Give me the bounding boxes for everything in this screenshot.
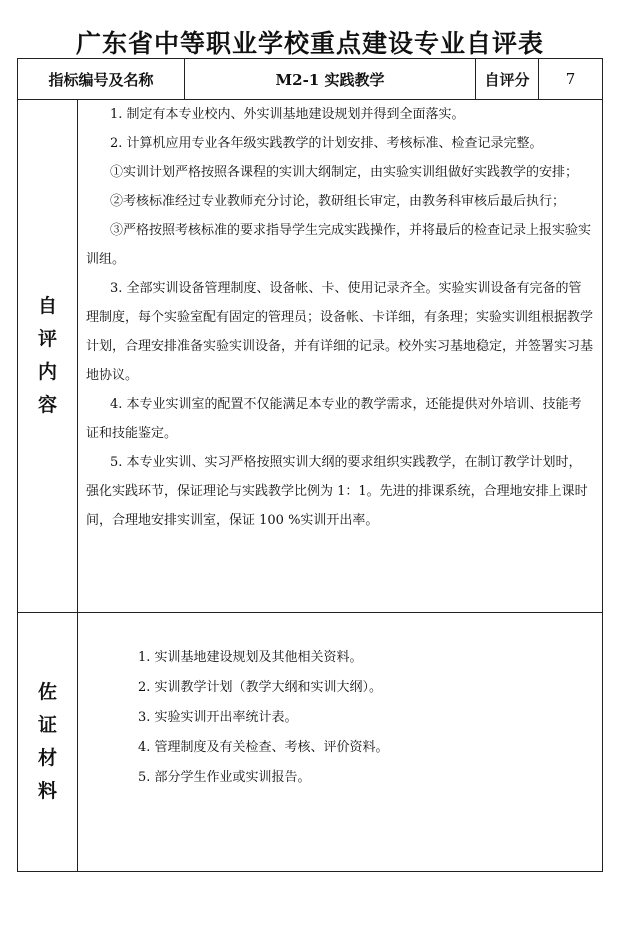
self-eval-paragraph: 5. 本专业实训、实习严格按照实训大纲的要求组织实践教学，在制订教学计划时，强化实践环节，保证理论与实践教学比例为 1：1。先进的排课系统，合理地安排上课时间，合理地安排实训室，保证 100 %实训开出率。	[86, 455, 588, 528]
self-eval-paragraph: 3. 全部实训设备管理制度、设备帐、卡、使用记录齐全。实验实训设备有完备的管理制度，每个实验室配有固定的管理员；设备帐、卡详细，有条理；实验实训组根据教学计划，合理安排准备实验实训设备，并有详细的记录。校外实习基地稳定，并签署实习基地协议。	[86, 281, 594, 383]
score-value: 7	[539, 59, 603, 100]
materials-item: 3. 实验实训开出率统计表。	[138, 710, 298, 725]
self-eval-label-char: 内	[37, 361, 57, 383]
materials-content	[78, 613, 603, 872]
evaluation-table	[17, 58, 603, 872]
materials-item: 4. 管理制度及有关检查、考核、评价资料。	[138, 740, 389, 755]
self-eval-paragraph: 1. 制定有本专业校内、外实训基地建设规划并得到全面落实。	[110, 107, 465, 122]
self-eval-paragraph: ②考核标准经过专业教师充分讨论，教研组长审定，由教务科审核后最后执行；	[110, 194, 566, 209]
materials-item: 1. 实训基地建设规划及其他相关资料。	[138, 650, 363, 665]
self-eval-label	[18, 100, 78, 613]
self-eval-label-char: 评	[37, 328, 57, 350]
materials-label-char: 料	[37, 780, 57, 802]
index-value: M2-1 实践教学	[185, 59, 476, 100]
materials-label-char: 材	[37, 747, 57, 769]
self-eval-row	[18, 100, 603, 613]
self-eval-paragraph: ③严格按照考核标准的要求指导学生完成实践操作，并将最后的检查记录上报实验实训组。	[86, 223, 592, 267]
self-eval-paragraph: 2. 计算机应用专业各年级实践教学的计划安排、考核标准、检查记录完整。	[110, 136, 543, 151]
page-title: 广东省中等职业学校重点建设专业自评表	[75, 29, 544, 58]
self-eval-label-char: 容	[37, 394, 57, 416]
header-row	[18, 59, 603, 100]
materials-item: 5. 部分学生作业或实训报告。	[138, 770, 311, 785]
materials-label	[18, 613, 78, 872]
materials-row	[18, 613, 603, 872]
self-eval-label-char: 自	[37, 295, 57, 317]
self-eval-content	[78, 100, 603, 613]
index-label: 指标编号及名称	[18, 59, 185, 100]
materials-item: 2. 实训教学计划（教学大纲和实训大纲）。	[138, 680, 383, 695]
materials-label-char: 佐	[37, 681, 57, 703]
score-label: 自评分	[476, 59, 539, 100]
self-eval-paragraph: 4. 本专业实训室的配置不仅能满足本专业的教学需求，还能提供对外培训、技能考证和技能鉴定。	[86, 397, 582, 441]
self-eval-paragraph: ①实训计划严格按照各课程的实训大纲制定，由实验实训组做好实践教学的安排；	[110, 165, 579, 180]
materials-label-char: 证	[37, 714, 57, 736]
